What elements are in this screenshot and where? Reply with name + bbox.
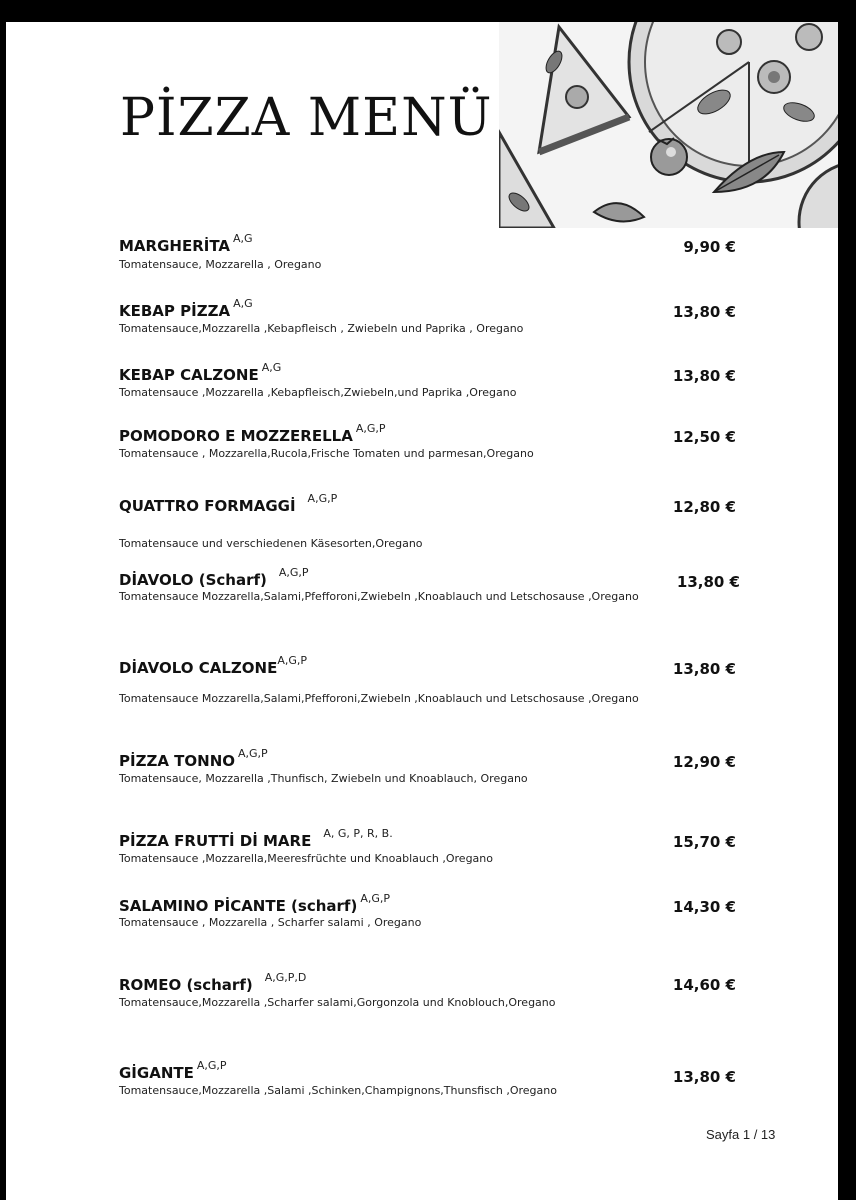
item-name [119,492,338,515]
item-description: Tomatensauce,Mozzarella ,Scharfer salami,Gorgonzola und Knoblouch,Oregano [119,996,556,1009]
item-price: 13,80 € [672,660,736,678]
item-name-text: QUATTRO FORMAGGİ [119,497,296,515]
item-allergens: A,G,P [277,654,308,667]
item-allergens: A,G,P [278,566,309,579]
item-allergens: A,G,P [238,747,268,760]
item-description: Tomatensauce , Mozzarella , Scharfer salami , Oregano [119,916,422,929]
menu-page [6,22,838,1200]
item-allergens: A,G [261,361,282,374]
item-name-text: SALAMINO PİCANTE (scharf) [119,897,358,915]
item-price: 12,90 € [672,753,736,771]
item-name [119,827,393,850]
item-name [119,566,309,589]
item-description: Tomatensauce, Mozzarella ,Thunfisch, Zwiebeln und Knoablauch, Oregano [119,772,528,785]
item-allergens: A,G,P [355,422,386,435]
item-description: Tomatensauce , Mozzarella,Rucola,Frische Tomaten und parmesan,Oregano [119,447,534,460]
item-description: Tomatensauce und verschiedenen Käsesorten,Oregano [119,537,423,550]
page-number: Sayfa 1 / 13 [706,1127,776,1142]
item-name [119,971,307,994]
item-allergens: A,G [233,297,253,310]
item-name-text: PİZZA TONNO [119,752,236,770]
item-name-text: PİZZA FRUTTİ Dİ MARE [119,832,312,850]
item-price: 12,80 € [672,498,736,516]
item-allergens: A,G [233,232,253,245]
pizza-illustration [499,22,838,228]
item-name-text: ROMEO (scharf) [119,976,253,994]
item-allergens: A,G,P [307,492,338,505]
item-name [119,232,253,255]
item-name-text: KEBAP PİZZA [119,302,231,320]
item-allergens: A,G,P [196,1059,227,1072]
item-name [119,747,268,770]
item-description: Tomatensauce ,Mozzarella,Meeresfrüchte und Knoablauch ,Oregano [119,852,493,865]
item-price: 13,80 € [672,1068,736,1086]
item-price: 9,90 € [683,238,736,256]
item-allergens: A, G, P, R, B. [323,827,393,840]
item-allergens: A,G,P [360,892,391,905]
item-price: 13,80 € [676,573,740,591]
item-name [119,654,308,677]
item-name [119,1059,227,1082]
item-description: Tomatensauce, Mozzarella , Oregano [119,258,322,271]
item-price: 13,80 € [672,367,736,385]
item-name-text: GİGANTE [119,1064,194,1082]
item-price: 12,50 € [672,428,736,446]
item-name-text: POMODORO E MOZZERELLA [119,427,353,445]
item-description: Tomatensauce Mozzarella,Salami,Pfefforoni,Zwiebeln ,Knoablauch und Letschosause ,Oregano [119,692,639,705]
item-name-text: MARGHERİTA [119,237,231,255]
item-name [119,297,253,320]
item-price: 14,30 € [672,898,736,916]
item-name [119,422,386,445]
item-price: 15,70 € [672,833,736,851]
item-description: Tomatensauce ,Mozzarella ,Kebapfleisch,Zwiebeln,und Paprika ,Oregano [119,386,517,399]
item-description: Tomatensauce,Mozzarella ,Kebapfleisch , Zwiebeln und Paprika , Oregano [119,322,524,335]
item-name-text: KEBAP CALZONE [119,366,259,384]
item-allergens: A,G,P,D [264,971,307,984]
item-name [119,892,391,915]
item-price: 14,60 € [672,976,736,994]
item-description: Tomatensauce Mozzarella,Salami,Pfefforoni,Zwiebeln ,Knoablauch und Letschosause ,Oregano [119,590,639,603]
item-price: 13,80 € [672,303,736,321]
item-name-text: DİAVOLO (Scharf) [119,571,267,589]
item-description: Tomatensauce,Mozzarella ,Salami ,Schinken,Champignons,Thunsfisch ,Oregano [119,1084,557,1097]
item-name-text: DİAVOLO CALZONE [119,659,278,677]
menu-title: PİZZA MENÜ [120,88,493,148]
item-name [119,361,282,384]
